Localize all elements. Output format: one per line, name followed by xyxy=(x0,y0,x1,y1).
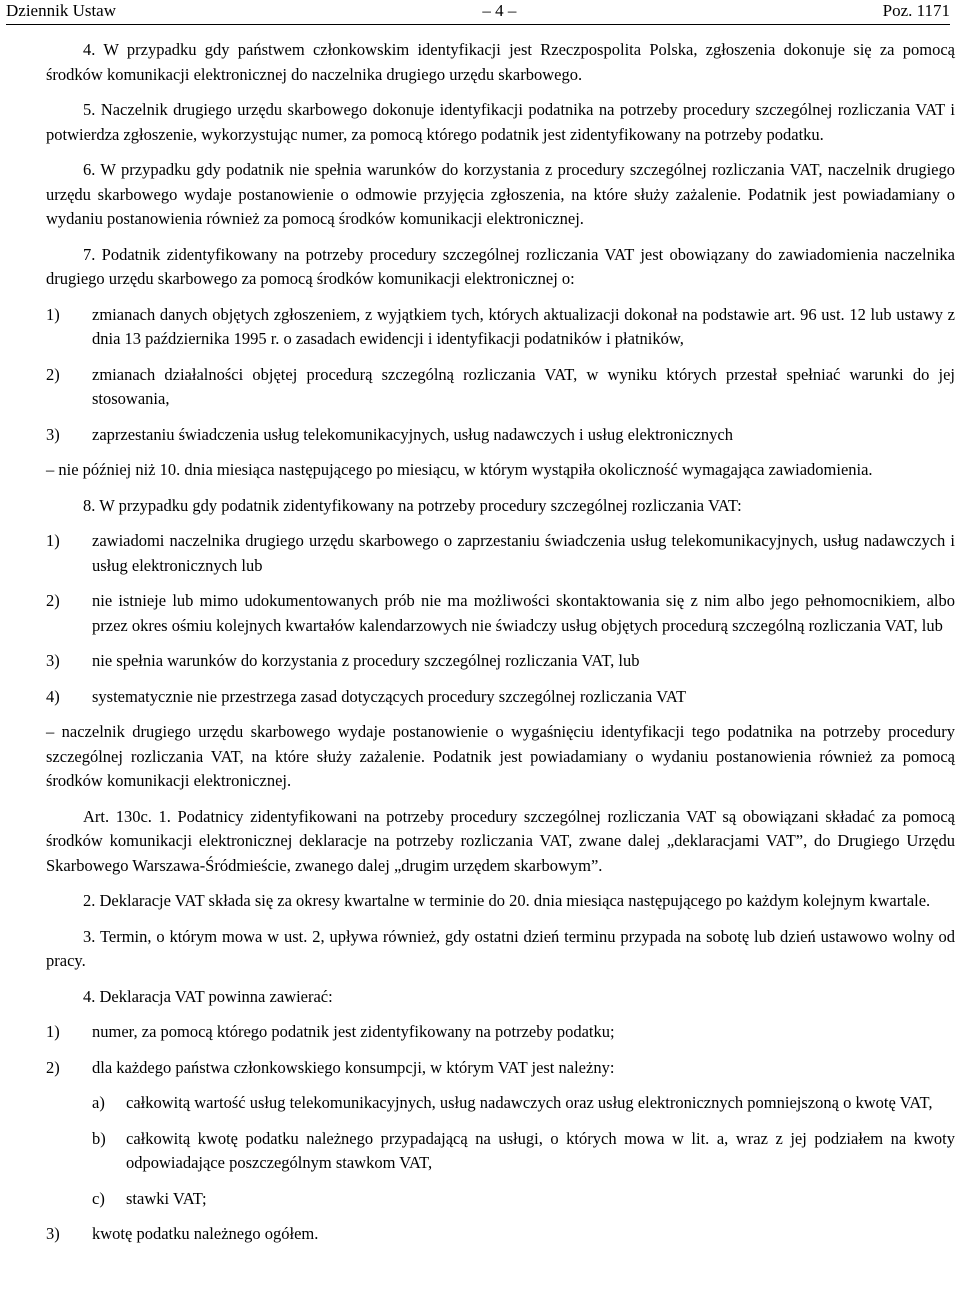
list-item-number: 1) xyxy=(46,531,60,550)
list-item-text: zawiadomi naczelnika drugiego urzędu skarbowego o zaprzestaniu świadczenia usług telekomunikacyjnych, usług nadawczych i usług elektronicznych lub xyxy=(92,531,955,575)
list-item-number: 4) xyxy=(46,686,60,706)
list-item-number: 2) xyxy=(46,364,60,384)
list-item-number: 3) xyxy=(46,424,60,444)
paragraph-5: 5. Naczelnik drugiego urzędu skarbowego dokonuje identyfikacji podatnika na potrzeby procedury szczególnej rozliczania VAT i potwierdza zgłoszenie, wykorzystując numer, za pomocą którego podatnik jest zidentyfikowany na potrzeby podatku. xyxy=(46,100,955,144)
list-item xyxy=(46,363,955,412)
paragraph-8-intro: 8. W przypadku gdy podatnik zidentyfikowany na potrzeby procedury szczególnej rozliczania VAT: xyxy=(83,495,742,515)
article-130c-paragraph-2: 2. Deklaracje VAT składa się za okresy kwartalne w terminie do 20. dnia miesiąca następującego po każdym kolejnym kwartale. xyxy=(83,891,931,910)
list-item xyxy=(46,685,955,710)
page-header xyxy=(6,0,950,25)
article-130c-paragraph-3: 3. Termin, o którym mowa w ust. 2, upływa również, gdy ostatni dzień terminu przypada na sobotę lub dzień ustawowo wolny od pracy. xyxy=(46,926,955,970)
list-item xyxy=(46,649,955,674)
list-item-text: kwotę podatku należnego ogółem. xyxy=(92,1224,319,1243)
list-item xyxy=(46,529,955,578)
sub-list-item-text: stawki VAT; xyxy=(126,1188,207,1208)
paragraph-6: 6. W przypadku gdy podatnik nie spełnia warunków do korzystania z procedury szczególnej rozliczania VAT, naczelnik drugiego urzędu skarbowego wydaje postanowienie o odmowie przyjęcia zgłoszenia, na które służy zażalenie. Podatnik jest powiadamiany o wydaniu postanowienia również za pomocą środków komunikacji elektronicznej. xyxy=(46,160,955,228)
list-item-number: 2) xyxy=(46,1057,60,1077)
list-item-number: 3) xyxy=(46,651,60,670)
list-item xyxy=(46,1222,955,1247)
list-item xyxy=(46,423,955,448)
list-item-number: 3) xyxy=(46,1224,60,1243)
list-item-text: numer, za pomocą którego podatnik jest zidentyfikowany na potrzeby podatku; xyxy=(92,1022,615,1041)
sub-list-item xyxy=(46,1091,955,1116)
article-130c-paragraph-1: Art. 130c. 1. Podatnicy zidentyfikowani na potrzeby procedury szczególnej rozliczania VAT są obowiązani składać za pomocą środków komunikacji elektronicznej deklaracje na potrzeby rozliczania VAT, zwane dalej „deklaracjami VAT”, do Drugiego Urzędu Skarbowego Warszawa-Śródmieście, zwanego dalej „drugim urzędem skarbowym”. xyxy=(46,806,955,875)
paragraph-4: 4. W przypadku gdy państwem członkowskim identyfikacji jest Rzeczpospolita Polska, zgłoszenia dokonuje się za pomocą środków komunikacji elektronicznej do naczelnika drugiego urzędu skarbowego. xyxy=(46,40,955,84)
document-body xyxy=(46,38,955,1258)
sub-list-item-letter: b) xyxy=(92,1128,106,1148)
paragraph-7-intro: 7. Podatnik zidentyfikowany na potrzeby procedury szczególnej rozliczania VAT jest obowiązany do zawiadomienia naczelnika drugiego urzędu skarbowego za pomocą środków komunikacji elektronicznej o: xyxy=(46,244,955,288)
page-number: – 4 – xyxy=(482,1,517,20)
sub-list-item-text: całkowitą wartość usług telekomunikacyjnych, usług nadawczych oraz usług elektronicznych pomniejszoną o kwotę VAT, xyxy=(126,1093,933,1112)
list-item-text: zmianach działalności objętej procedurą szczególną rozliczania VAT, w wyniku których przestał spełniać warunki do jej stosowania, xyxy=(92,364,955,408)
sub-list-item xyxy=(46,1127,955,1176)
list-item-text: nie spełnia warunków do korzystania z procedury szczególnej rozliczania VAT, lub xyxy=(92,651,640,670)
sub-list-item-letter: c) xyxy=(92,1188,105,1208)
sub-list-item xyxy=(46,1187,955,1212)
paragraph-8-closing: – naczelnik drugiego urzędu skarbowego wydaje postanowienie o wygaśnięciu identyfikacji tego podatnika na potrzeby procedury szczególnej rozliczania VAT, na które służy zażalenie. Podatnik jest powiadamiany o wydaniu postanowienia również za pomocą środków komunikacji elektronicznej. xyxy=(46,722,955,790)
journal-title: Dziennik Ustaw xyxy=(6,1,117,20)
sub-list-item-text: całkowitą kwotę podatku należnego przypadającą na usługi, o których mowa w lit. a, wraz z jej podziałem na kwoty odpowiadające poszczególnym stawkom VAT, xyxy=(126,1128,955,1172)
list-item xyxy=(46,1020,955,1045)
sub-list-item-letter: a) xyxy=(92,1093,105,1112)
list-item-text: dla każdego państwa członkowskiego konsumpcji, w którym VAT jest należny: xyxy=(92,1057,615,1077)
list-item-number: 1) xyxy=(46,1022,60,1041)
list-item-number: 1) xyxy=(46,304,60,324)
list-item xyxy=(46,589,955,638)
list-item-number: 2) xyxy=(46,591,60,610)
list-item xyxy=(46,303,955,352)
article-130c-paragraph-4: 4. Deklaracja VAT powinna zawierać: xyxy=(83,986,333,1006)
list-item-text: zaprzestaniu świadczenia usług telekomunikacyjnych, usług nadawczych i usług elektronicznych xyxy=(92,424,733,444)
list-item-text: nie istnieje lub mimo udokumentowanych prób nie ma możliwości skontaktowania się z nim albo jego pełnomocnikiem, albo przez okres ośmiu kolejnych kwartałów kalendarzowych nie świadczy usług objętych procedurą szczególną rozliczania VAT, lub xyxy=(92,591,955,635)
list-item-text: zmianach danych objętych zgłoszeniem, z wyjątkiem tych, których aktualizacji dokonał na podstawie art. 96 ust. 12 lub ustawy z dnia 13 października 1995 r. o zasadach ewidencji i identyfikacji podatników i płatników, xyxy=(92,304,955,348)
list-item xyxy=(46,1056,955,1081)
position-number: Poz. 1171 xyxy=(882,1,950,20)
paragraph-7-closing: – nie później niż 10. dnia miesiąca następującego po miesiącu, w którym wystąpiła okoliczność wymagająca zawiadomienia. xyxy=(46,460,873,479)
list-item-text: systematycznie nie przestrzega zasad dotyczących procedury szczególnej rozliczania VAT xyxy=(92,686,687,706)
